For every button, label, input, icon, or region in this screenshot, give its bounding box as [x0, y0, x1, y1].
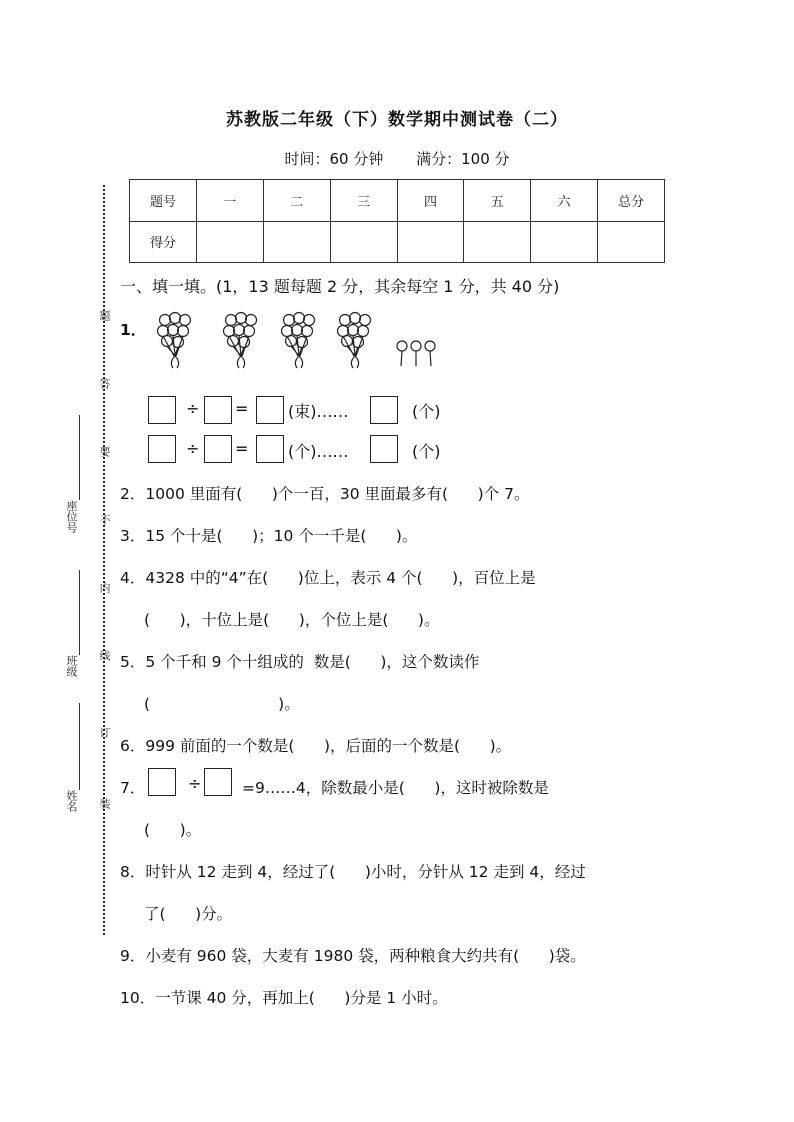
unit-text: (个)…… [288, 442, 349, 461]
answer-box[interactable] [204, 768, 232, 796]
question-10: 10．一节课 40 分，再加上( )分是 1 小时。 [120, 989, 448, 1007]
balloon-bunch-icon [338, 313, 371, 369]
full-score: 满分：100 分 [416, 150, 510, 168]
question-5-line-2: ( )。 [144, 695, 300, 713]
question-9: 9．小麦有 960 袋，大麦有 1980 袋，两种粮食大约共有( )袋。 [120, 947, 586, 965]
score-table-cell: 题号 [130, 180, 197, 222]
score-input-cell[interactable] [531, 221, 598, 263]
seal-char: 装 [98, 798, 111, 809]
score-table-score-row [130, 221, 665, 263]
answer-box[interactable] [256, 435, 284, 463]
score-table-header-row [130, 180, 665, 222]
question-7-line-2: ( )。 [144, 821, 202, 839]
balloon-bunch-icon [158, 313, 191, 369]
question-8-line-2: 了( )分。 [144, 905, 233, 923]
answer-box[interactable] [148, 396, 176, 424]
score-input-cell[interactable] [197, 221, 264, 263]
seal-char: 线 [98, 650, 111, 661]
seat-label: 座位号 [65, 500, 78, 533]
single-balloons-icon [397, 341, 435, 366]
divide-sign: ÷ [186, 439, 200, 458]
time-limit: 时间：60 分钟 [284, 150, 384, 168]
answer-box[interactable] [256, 396, 284, 424]
divide-sign: ÷ [188, 774, 202, 793]
name-label: 姓名 [65, 790, 78, 812]
seat-write-line[interactable] [79, 415, 80, 500]
answer-box[interactable] [148, 768, 176, 796]
score-input-cell[interactable] [263, 221, 330, 263]
score-input-cell[interactable] [330, 221, 397, 263]
unit-text: (个) [412, 402, 441, 421]
balloon-bunches-illustration [155, 310, 445, 372]
seal-char: 答 [98, 378, 111, 389]
answer-box[interactable] [370, 435, 398, 463]
answer-box[interactable] [204, 396, 232, 424]
question-7-text: =9……4，除数最小是( )，这时被除数是 [242, 779, 549, 797]
class-write-line[interactable] [79, 570, 80, 655]
score-table-cell: 四 [397, 180, 464, 222]
equals-sign: = [235, 439, 249, 458]
score-input-cell[interactable] [598, 221, 665, 263]
page-title: 苏教版二年级（下）数学期中测试卷（二） [226, 110, 568, 130]
question-4-line-1: 4．4328 中的“4”在( )位上，表示 4 个( )，百位上是 [120, 569, 536, 587]
equals-sign: = [235, 399, 249, 418]
balloon-bunch-icon [224, 313, 257, 369]
seal-char: 订 [98, 727, 111, 738]
answer-box[interactable] [370, 396, 398, 424]
question-3: 3．15 个十是( )；10 个一千是( )。 [120, 527, 418, 545]
section-heading: 一、填一填。(1，13 题每题 2 分，其余每空 1 分，共 40 分) [120, 277, 560, 296]
unit-text: (个) [412, 442, 441, 461]
answer-box[interactable] [204, 435, 232, 463]
score-input-cell[interactable] [397, 221, 464, 263]
question-5-line-1: 5．5 个千和 9 个十组成的 数是( )，这个数读作 [120, 653, 480, 671]
unit-text: (束)…… [288, 402, 349, 421]
question-2: 2．1000 里面有( )个一百，30 里面最多有( )个 7。 [120, 485, 530, 503]
seal-char: 内 [98, 582, 111, 593]
class-label: 班级 [65, 655, 78, 677]
answer-box[interactable] [148, 435, 176, 463]
seal-char: 要 [98, 446, 111, 457]
question-8-line-1: 8．时针从 12 走到 4，经过了( )小时，分针从 12 走到 4，经过 [120, 863, 586, 881]
seal-char: 不 [98, 514, 111, 525]
name-write-line[interactable] [79, 703, 80, 790]
score-table [129, 179, 665, 263]
balloon-bunch-icon [282, 313, 315, 369]
score-table-cell: 五 [464, 180, 531, 222]
divide-sign: ÷ [186, 399, 200, 418]
binding-dotted-line [103, 185, 105, 935]
score-table-cell: 总分 [598, 180, 665, 222]
score-table-cell: 一 [197, 180, 264, 222]
score-input-cell[interactable] [464, 221, 531, 263]
score-table-cell: 二 [263, 180, 330, 222]
score-table-cell: 六 [531, 180, 598, 222]
question-4-line-2: ( )，十位上是( )，个位上是( )。 [144, 611, 440, 629]
exam-info [0, 148, 794, 169]
question-6: 6．999 前面的一个数是( )，后面的一个数是( )。 [120, 737, 512, 755]
seal-char: 题 [98, 310, 111, 321]
question-number: 1． [120, 321, 147, 339]
score-table-cell: 三 [330, 180, 397, 222]
score-table-cell: 得分 [130, 221, 197, 263]
question-number: 7． [120, 779, 146, 797]
